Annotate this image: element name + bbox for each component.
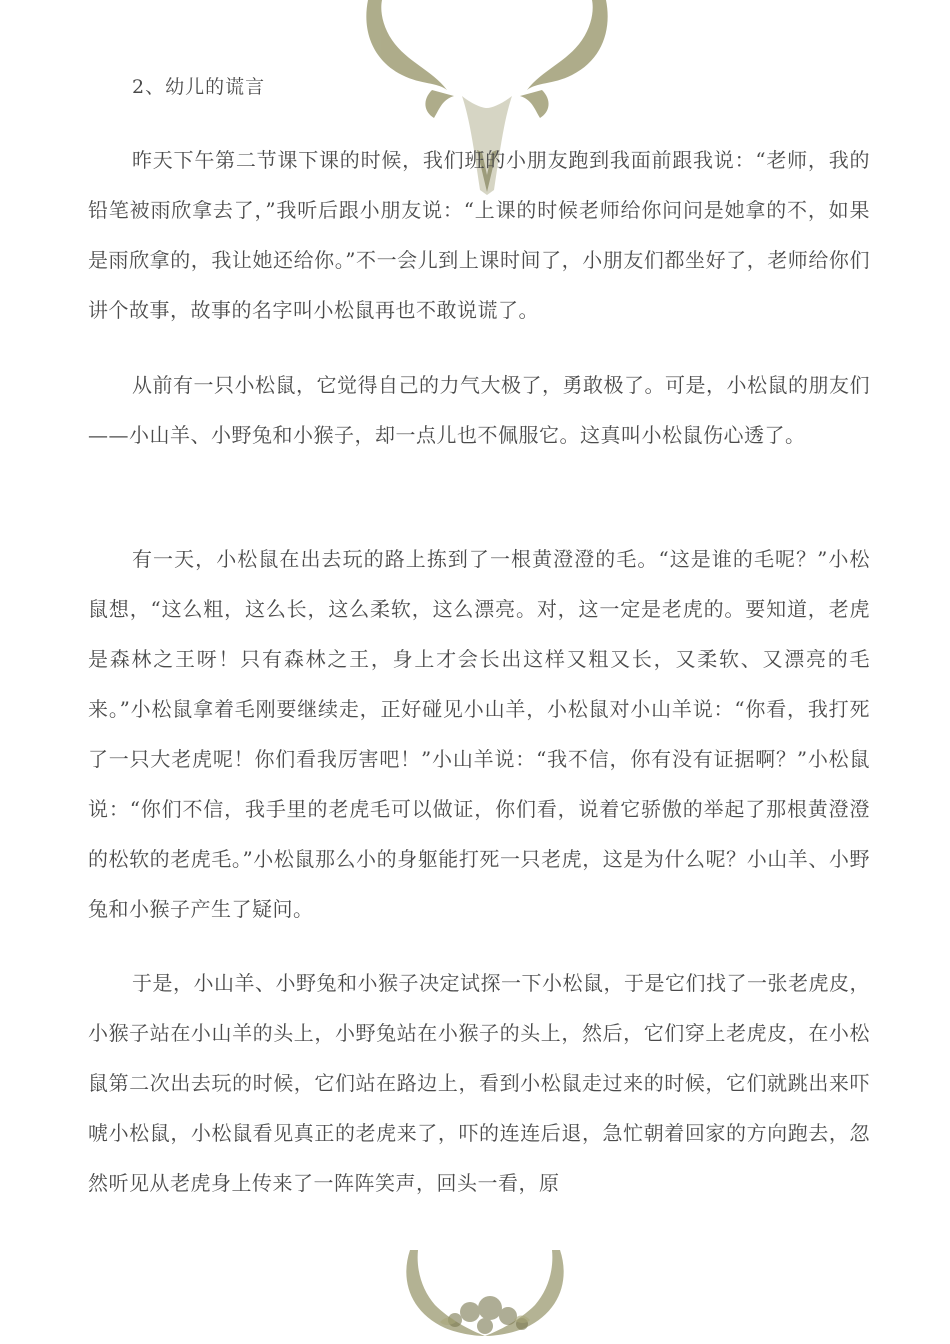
floral-horn-wreath-icon bbox=[400, 1250, 570, 1344]
paragraph-1: 昨天下午第二节课下课的时候，我们班的小朋友跑到我面前跟我说：“老师，我的铅笔被雨欣拿去了，”我听后跟小朋友说：“上课的时候老师给你问问是她拿的不，如果是雨欣拿的，我让她还给你。”不一会儿到上课时间了，小朋友们都坐好了，老师给你们讲个故事，故事的名字叫小松鼠再也不敢说谎了。 bbox=[88, 148, 870, 322]
section-heading: 2、幼儿的谎言 bbox=[132, 76, 266, 98]
paragraph-4: 于是，小山羊、小野兔和小猴子决定试探一下小松鼠，于是它们找了一张老虎皮，小猴子站在小山羊的头上，小野兔站在小猴子的头上，然后，它们穿上老虎皮，在小松鼠第二次出去玩的时候，它们站在路边上，看到小松鼠走过来的时候，它们就跳出来吓唬小松鼠，小松鼠看见真正的老虎来了，吓的连连后退，急忙朝着回家的方向跑去，忽然听见从老虎身上传来了一阵阵笑声，回头一看，原 bbox=[88, 971, 870, 1195]
paragraph-2: 从前有一只小松鼠，它觉得自己的力气大极了，勇敢极了。可是，小松鼠的朋友们——小山羊、小野兔和小猴子，却一点儿也不佩服它。这真叫小松鼠伤心透了。 bbox=[88, 373, 870, 447]
paragraph-3: 有一天，小松鼠在出去玩的路上拣到了一根黄澄澄的毛。“这是谁的毛呢？”小松鼠想，“这么粗，这么长，这么柔软，这么漂亮。对，这一定是老虎的。要知道，老虎是森林之王呀！只有森林之王，身上才会长出这样又粗又长，又柔软、又漂亮的毛来。”小松鼠拿着毛刚要继续走，正好碰见小山羊，小松鼠对小山羊说：“你看，我打死了一只大老虎呢！你们看我厉害吧！”小山羊说：“我不信，你有没有证据啊？”小松鼠说：“你们不信，我手里的老虎毛可以做证，你们看，说着它骄傲的举起了那根黄澄澄的松软的老虎毛。”小松鼠那么小的身躯能打死一只老虎，这是为什么呢？小山羊、小野兔和小猴子产生了疑问。 bbox=[88, 547, 870, 921]
